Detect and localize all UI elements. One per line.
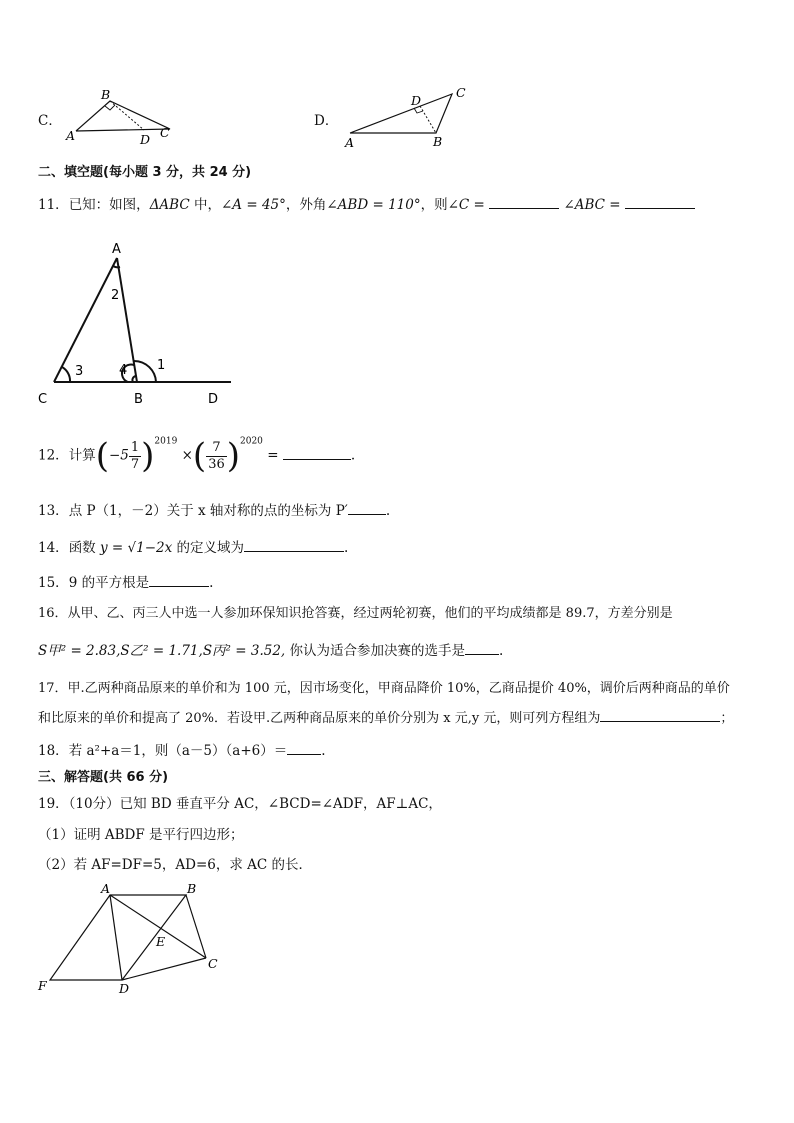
q11-angle-a: ∠A = 45° [220, 197, 286, 213]
question-11 [38, 193, 695, 213]
fig-c-label-c: C [160, 125, 170, 140]
q16-variance-3: S丙² = 3.52, [202, 643, 286, 659]
q12-text: 计算 [68, 447, 96, 464]
q12-exp-2: 2020 [240, 436, 263, 447]
question-14: 14．函数 y = √1−2x 的定义域为 . [38, 536, 348, 556]
question-19-part-2: （2）若 AF=DF=5，AD=6，求 AC 的长． [38, 857, 313, 873]
q11-number: 11． [38, 197, 69, 213]
q18-number: 18． [38, 743, 69, 759]
question-18: 18．若 a²+a＝1，则（a－5）（a+6）＝ . [38, 739, 326, 759]
q12-number: 12． [38, 447, 69, 464]
q12-exp-1: 2019 [154, 436, 178, 447]
q11-angle-c: ∠C = [447, 197, 485, 213]
fig11-angle-4: 4 [119, 363, 128, 378]
q17-answer-blank[interactable] [600, 707, 720, 722]
q12-equals: = [267, 447, 279, 464]
q17-text-1: 甲.乙两种商品原来的单价和为 100 元，因市场变化，甲商品降价 10%，乙商品提价 40%，调价后两种商品的单价 [67, 681, 730, 696]
q14-number: 14． [38, 540, 69, 556]
fig-d-label-c: C [456, 85, 466, 100]
q12-mixed-int: −5 [108, 447, 129, 464]
fig11-angle-2: 2 [111, 288, 120, 303]
fig11-label-a: A [112, 242, 121, 257]
question-16-line-2: S甲² = 2.83,S乙² = 1.71,S丙² = 3.52, 你认为适合参加决赛的选手是 . [38, 639, 503, 659]
q11-text-d: ，则 [420, 197, 448, 213]
q18-answer-blank[interactable] [287, 740, 321, 755]
option-d-figure [338, 84, 478, 150]
q18-text: 若 a²+a＝1，则（a－5）（a+6）＝ [68, 743, 288, 759]
q11-text-c: ，外角 [285, 197, 327, 213]
q13-number: 13． [38, 503, 69, 519]
q16-variance-2: S乙² = 1.71, [120, 643, 203, 659]
fig11-label-c: C [38, 392, 48, 407]
section-2-title: 二、填空题(每小题 3 分，共 24 分) [38, 165, 252, 180]
fig19-label-a: A [101, 881, 111, 896]
q15-text: 9 的平方根是 [68, 575, 150, 591]
q14-function: y = √1−2x [99, 540, 173, 556]
fig19-label-b: B [187, 881, 197, 896]
q12-frac-1: $\frac{1}{7}$ [130, 439, 140, 472]
fig19-label-e: E [156, 934, 166, 949]
q13-text: 点 P（1，－2）关于 x 轴对称的点的坐标为 P′ [68, 503, 348, 519]
q12-answer-blank[interactable] [283, 445, 351, 460]
fig11-angle-3: 3 [75, 364, 84, 379]
q11-answer-blank-2[interactable] [625, 194, 695, 209]
fig-d-label-b: B [433, 134, 443, 149]
question-13: 13．点 P（1，－2）关于 x 轴对称的点的坐标为 P′ . [38, 499, 390, 519]
q14-text-b: 的定义域为 [172, 540, 245, 556]
fig-c-label-d: D [140, 132, 151, 146]
q17-text-2: 和比原来的单价和提高了 20%．若设甲.乙两种商品原来的单价分别为 x 元,y 元，则可列方程组为 [38, 711, 601, 726]
q11-angle-abc: ∠ABC = [563, 197, 621, 213]
fig19-label-d: D [119, 981, 130, 996]
fig11-label-d: D [208, 392, 219, 407]
q11-answer-blank-1[interactable] [489, 194, 559, 209]
q16-number: 16． [38, 606, 68, 621]
q16-text-1: 从甲、乙、丙三人中选一人参加环保知识抢答赛，经过两轮初赛，他们的平均成绩都是 89.7，方差分别是 [67, 606, 673, 621]
q12-frac-2: $\frac{7}{36}$ [208, 439, 225, 472]
q15-number: 15． [38, 575, 69, 591]
fig11-label-b: B [134, 392, 143, 407]
fig11-angle-1: 1 [157, 358, 166, 373]
option-c-figure [60, 84, 180, 146]
fig-c-label-a: A [66, 128, 76, 143]
option-c-label: C． [38, 113, 62, 129]
question-19-line-1: 19．（10分）已知 BD 垂直平分 AC，∠BCD=∠ADF，AF⊥AC， [38, 796, 442, 812]
figure-19 [30, 880, 230, 1000]
fig-d-label-d: D [411, 93, 422, 108]
question-15: 15．9 的平方根是 . [38, 571, 213, 591]
question-12: 12．计算(−5 $\frac{1}{7}$ )$^{2019}$ ×( $\frac{7}{36}$ )$^{2020}$ = . [38, 436, 356, 476]
q11-angle-abd: ∠ABD = 110° [326, 197, 421, 213]
q13-answer-blank[interactable] [348, 500, 386, 515]
q17-number: 17． [38, 681, 68, 696]
fig-d-label-a: A [345, 135, 355, 150]
q16-answer-blank[interactable] [465, 640, 499, 655]
q11-text-b: 中， [189, 197, 221, 213]
q11-text-a: 已知：如图， [68, 197, 150, 213]
option-d-label: D． [314, 113, 339, 129]
fig-c-label-b: B [101, 87, 111, 102]
q15-answer-blank[interactable] [149, 572, 209, 587]
q11-triangle: ΔABC [149, 197, 190, 213]
figure-11 [30, 238, 250, 410]
section-3-title: 三、解答题(共 66 分) [38, 770, 169, 785]
question-16-line-1 [38, 602, 673, 621]
q16-text-2: 你认为适合参加决赛的选手是 [285, 643, 466, 659]
q14-answer-blank[interactable] [244, 537, 344, 552]
question-17-line-1 [38, 677, 730, 696]
q14-text-a: 函数 [68, 540, 100, 556]
q12-times: × [181, 447, 193, 464]
question-19-part-1: （1）证明 ABDF 是平行四边形； [38, 827, 244, 843]
fig19-label-f: F [38, 978, 47, 993]
q16-variance-1: S甲² = 2.83, [38, 643, 121, 659]
fig19-label-c: C [208, 956, 218, 971]
question-17-line-2: 和比原来的单价和提高了 20%．若设甲.乙两种商品原来的单价分别为 x 元,y 元，则可列方程组为 ； [38, 707, 733, 726]
